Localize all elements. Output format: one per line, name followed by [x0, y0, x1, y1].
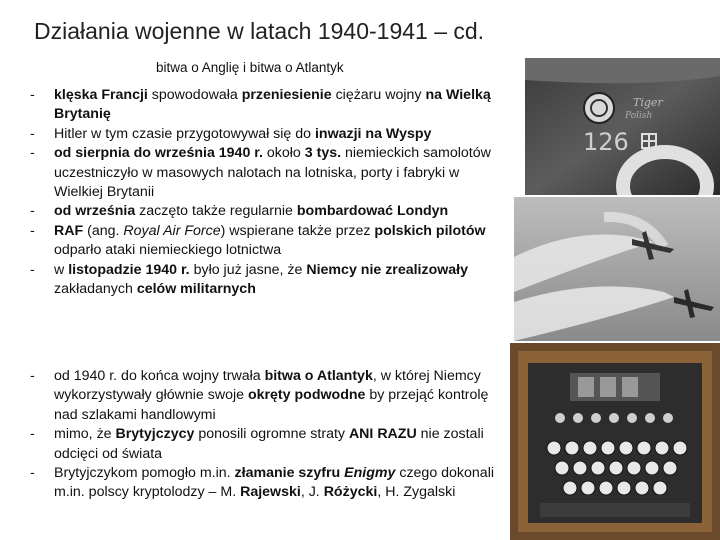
text: ponosili ogromne straty: [194, 426, 349, 443]
bold-text: bitwa o Atlantyk: [264, 368, 373, 384]
text: Brytyjczykom pomogło m.in.: [54, 465, 235, 482]
bullet-dash: -: [30, 426, 35, 443]
battle-of-britain-item: [30, 144, 500, 202]
text: w: [54, 261, 69, 278]
bold-text: ANI RAZU: [348, 426, 417, 443]
svg-text:Polish: Polish: [625, 111, 653, 121]
bold-text: 3 tys.: [304, 145, 342, 162]
battle-of-atlantic-item: [30, 367, 500, 425]
text: było już jasne, że: [189, 261, 307, 278]
text: nie zostali odcięci od świata: [54, 426, 484, 462]
text: zakładanych: [54, 281, 137, 298]
text: niemieckich samolotów uczestniczyło w masowych nalotach na lotniska, porty i fabryki w Wielkiej Brytanii: [54, 145, 491, 201]
battle-of-atlantic-item: [30, 425, 500, 464]
battle-of-britain-item: [30, 86, 500, 125]
bullet-dash: -: [30, 222, 35, 239]
battle-of-britain-item: [30, 222, 500, 261]
slide-title: Działania wojenne w latach 1940-1941 – cd.: [34, 18, 485, 44]
aircraft-number: 126: [583, 128, 629, 156]
text: zaczęto także regularnie: [135, 203, 297, 220]
bullet-dash: -: [30, 203, 35, 220]
battle-of-atlantic-list: [30, 367, 500, 503]
text: Zygalski: [403, 484, 456, 501]
bold-text: polskich pilotów: [374, 222, 486, 239]
text: (ang.: [83, 222, 124, 239]
aircraft-insignia-photo: [525, 58, 720, 195]
enigma-machine-photo: [510, 343, 720, 540]
bold-text: Rajewski: [240, 484, 301, 501]
bold-text: od września: [54, 203, 136, 220]
bold-text: Niemcy nie zrealizowały: [306, 261, 469, 278]
svg-text:Tiger: Tiger: [633, 96, 663, 109]
bullet-dash: -: [30, 145, 35, 162]
text: ) wspierane także przez: [220, 222, 375, 239]
text: , w której Niemcy wykorzystywały głównie swoje: [54, 368, 481, 404]
bullet-dash: -: [30, 125, 35, 142]
bold-text: Enigmy: [344, 465, 396, 482]
bold-text: klęska Francji: [54, 87, 148, 103]
bold-text: złamanie szyfru: [234, 465, 345, 482]
text: mimo, że: [54, 426, 116, 443]
text: Hitler w tym czasie przygotowywał się do: [54, 125, 315, 142]
bold-text: od sierpnia do września 1940 r.: [54, 145, 263, 162]
squadron-emblem-icon: [584, 93, 614, 123]
bold-text: RAF: [54, 222, 84, 239]
text: , H.: [377, 484, 404, 501]
bullet-dash: -: [30, 87, 35, 103]
bold-text: przeniesienie: [241, 87, 332, 103]
bold-text: listopadzie 1940 r.: [68, 261, 190, 278]
text: , J.: [300, 484, 324, 501]
bold-text: okręty podwodne: [247, 387, 366, 404]
bullet-dash: -: [30, 465, 35, 482]
text: ciężaru wojny: [331, 87, 426, 103]
battle-of-britain-item: [30, 202, 500, 221]
battle-of-britain-list: [30, 86, 500, 299]
text: czego dokonali m.in. polscy kryptolodzy – M.: [54, 465, 494, 501]
bullet-dash: -: [30, 261, 35, 278]
text: około: [262, 145, 305, 162]
text: odparło ataki niemieckiego lotnictwa: [54, 242, 282, 259]
bombers-in-sky-photo: [514, 197, 720, 341]
text: od 1940 r. do końca wojny trwała: [54, 368, 265, 384]
bold-text: inwazji na Wyspy: [314, 125, 432, 142]
bold-text: na Wielką Brytanię: [54, 87, 491, 123]
bold-text: Brytyjczycy: [115, 426, 195, 443]
battle-of-britain-item: [30, 125, 500, 144]
bold-text: celów militarnych: [136, 281, 256, 298]
text: Royal Air Force: [123, 222, 221, 239]
bold-text: bombardować Londyn: [296, 203, 449, 220]
battle-of-atlantic-item: [30, 464, 500, 503]
bold-text: Różycki: [323, 484, 378, 501]
slide-subtitle: bitwa o Anglię i bitwa o Atlantyk: [156, 60, 344, 75]
text: spowodowała: [147, 87, 242, 103]
bullet-dash: -: [30, 368, 35, 384]
plugboard-icon: [540, 503, 690, 517]
text: by przejąć kontrolę nad szlakami handlowymi: [54, 387, 489, 423]
battle-of-britain-item: [30, 261, 500, 300]
